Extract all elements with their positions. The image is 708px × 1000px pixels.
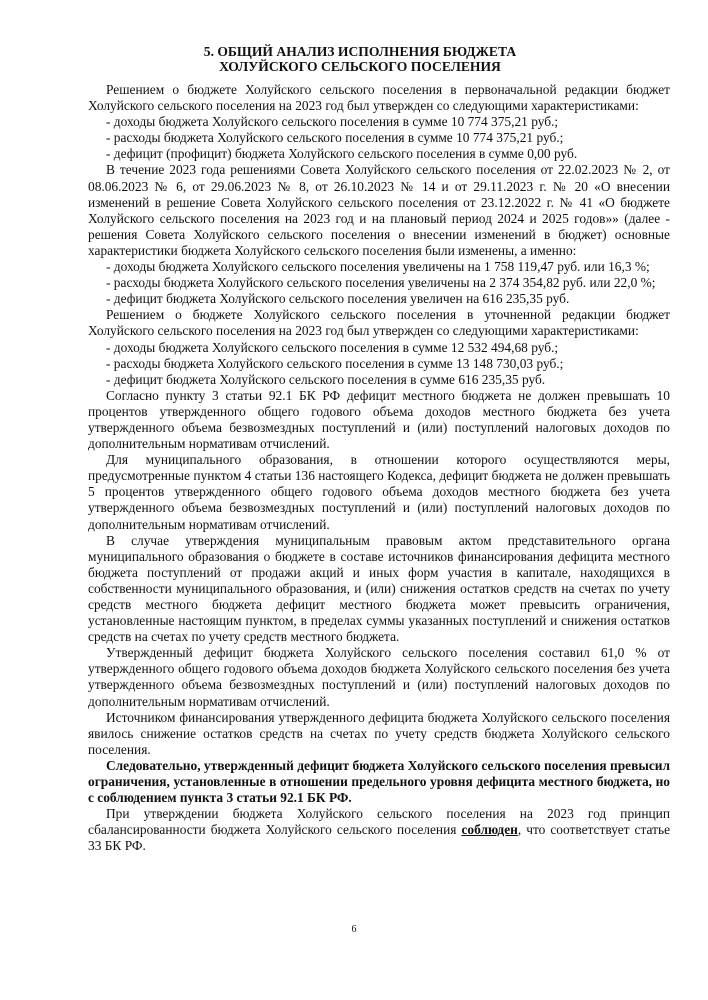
balance-principle-text: При утверждении бюджета Холуйского сельского поселения на 2023 год принцип сбалансированности бюджета Холуйского сельского поселения [88,806,670,838]
paragraph-balance-principle [88,806,670,854]
paragraph-deficit-exception: В случае утверждения муниципальным правовым актом представительного органа муниципального образования о бюджете в составе источников финансирования дефицита местного бюджета поступлений от продажи акций и иных форм участия в капитале, находящихся в собственности муниципального образования, и (или) снижения остатков средств на счетах по учету средств местного бюджета дефицит местного бюджета может превысить ограничения, установленные настоящим пунктом, в пределах суммы указанных поступлений и снижения остатков средств на счетах по учету средств местного бюджета. [88,532,670,645]
paragraph-amendments: В течение 2023 года решениями Совета Холуйского сельского поселения от 22.02.2023 № 2, от 08.06.2023 № 6, от 29.06.2023 № 8, от 26.10.2023 № 14 и от 29.11.2023 г. № 20 «О внесении изменений в решение Совета Холуйского сельского поселения от 23.12.2022 г. № 41 «О бюджете Холуйского сельского поселения на 2023 год и на плановый период 2024 и 2025 годов»» (далее - решения Совета Холуйского сельского поселения о внесении изменений в бюджет) основные характеристики бюджета Холуйского сельского поселения были изменены, а именно: [88,162,670,258]
balance-principle-emphasis: соблюден [461,822,518,838]
section-heading-line-1: 5. ОБЩИЙ АНАЛИЗ ИСПОЛНЕНИЯ БЮДЖЕТА [203,44,517,59]
list-item-initial-expense: - расходы бюджета Холуйского сельского поселения в сумме 10 774 375,21 руб.; [106,130,564,146]
list-item-expense-increase: - расходы бюджета Холуйского сельского поселения увеличены на 2 374 354,82 руб. или 22,0 %; [106,275,656,291]
section-heading-line-2: ХОЛУЙСКОГО СЕЛЬСКОГО ПОСЕЛЕНИЯ [219,59,501,74]
paragraph-deficit-source: Источником финансирования утвержденного дефицита бюджета Холуйского сельского поселения явилось снижение остатков средств на счетах по учету средств бюджета Холуйского сельского поселения. [88,709,670,757]
list-item-income-increase: - доходы бюджета Холуйского сельского поселения увеличены на 1 758 119,47 руб. или 16,3 %; [106,259,650,275]
list-item-initial-deficit: - дефицит (профицит) бюджета Холуйского сельского поселения в сумме 0,00 руб. [106,146,578,162]
paragraph-initial-budget: Решением о бюджете Холуйского сельского поселения в первоначальной редакции бюджет Холуйского сельского поселения на 2023 год был утвержден со следующими характеристиками: [88,82,670,114]
list-item-revised-deficit: - дефицит бюджета Холуйского сельского поселения в сумме 616 235,35 руб. [106,371,546,387]
paragraph-conclusion: Следовательно, утвержденный дефицит бюджета Холуйского сельского поселения превысил ограничения, установленные в отношении предельного уровня дефицита местного бюджета, но с соблюдением пункта 3 статьи 92.1 БК РФ. [88,757,670,806]
document-body [88,82,670,855]
list-item-initial-income: - доходы бюджета Холуйского сельского поселения в сумме 10 774 375,21 руб.; [106,114,559,130]
paragraph-deficit-limit-5: Для муниципального образования, в отношении которого осуществляются меры, предусмотренные пунктом 4 статьи 136 настоящего Кодекса, дефицит бюджета не должен превышать 5 процентов утвержденного общего годового объема доходов местного бюджета без учета утвержденного объема безвозмездных поступлений и (или) поступлений налоговых доходов по дополнительным нормативам отчислений. [88,452,670,532]
paragraph-revised-budget: Решением о бюджете Холуйского сельского поселения в уточненной редакции бюджет Холуйского сельского поселения на 2023 год был утвержден со следующими характеристиками: [88,307,670,339]
list-item-revised-expense: - расходы бюджета Холуйского сельского поселения в сумме 13 148 730,03 руб.; [106,355,564,371]
paragraph-deficit-limit-10: Согласно пункту 3 статьи 92.1 БК РФ дефицит местного бюджета не должен превышать 10 процентов утвержденного общего годового объема доходов местного бюджета без учета утвержденного объема безвозмездных поступлений и (или) поступлений налоговых доходов по дополнительным нормативам отчислений. [88,387,670,452]
page-number: 6 [351,924,357,935]
balance-principle-tail: , что соответствует статье 33 БК РФ. [88,822,671,854]
list-item-deficit-increase: - дефицит бюджета Холуйского сельского поселения увеличен на 616 235,35 руб. [106,291,570,307]
section-heading [60,44,660,74]
paragraph-approved-deficit: Утвержденный дефицит бюджета Холуйского сельского поселения составил 61,0 % от утвержденного общего годового объема доходов бюджета Холуйского сельского поселения без учета утвержденного объема безвозмездных поступлений и (или) поступлений налоговых доходов по дополнительным нормативам отчислений. [88,645,670,709]
list-item-revised-income: - доходы бюджета Холуйского сельского поселения в сумме 12 532 494,68 руб.; [106,339,559,355]
